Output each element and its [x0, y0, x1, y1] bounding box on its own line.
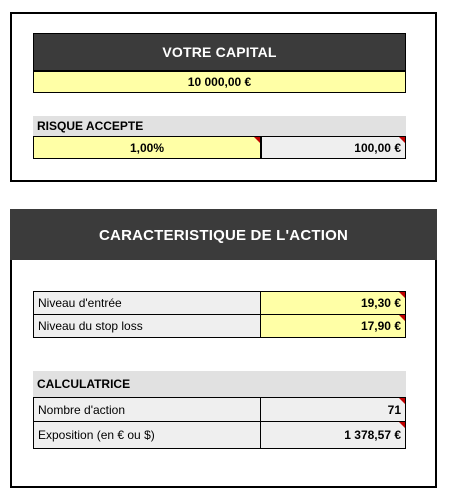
- capital-title-text: VOTRE CAPITAL: [162, 44, 277, 60]
- share-count-cell: [260, 397, 406, 422]
- risk-percent: 1,00%: [129, 140, 165, 155]
- comment-flag-icon: [399, 137, 405, 143]
- comment-flag-icon: [399, 398, 405, 404]
- entry-level-label: Niveau d'entrée: [38, 296, 122, 310]
- share-count-label-cell: [33, 397, 261, 422]
- exposure-value: 1 378,57 €: [344, 428, 401, 442]
- comment-flag-icon: [399, 422, 405, 428]
- entry-level-input[interactable]: [260, 291, 406, 315]
- action-title: CARACTERISTIQUE DE L'ACTION: [99, 227, 348, 244]
- entry-level-label-cell: [33, 291, 261, 315]
- stop-loss-value: 17,90 €: [360, 319, 401, 333]
- share-count-value: 71: [387, 402, 401, 417]
- stop-loss-label-cell: [33, 314, 261, 338]
- comment-flag-icon: [254, 137, 260, 143]
- comment-flag-icon: [399, 292, 405, 298]
- entry-level-value: 19,30 €: [360, 296, 401, 310]
- capital-amount: 10 000,00 €: [187, 75, 252, 89]
- capital-title: [33, 33, 406, 71]
- action-header: [10, 209, 437, 262]
- risk-amount-cell: [261, 136, 406, 159]
- stop-loss-input[interactable]: [260, 314, 406, 338]
- exposure-label-cell: [33, 421, 261, 449]
- capital-amount-cell[interactable]: [33, 71, 406, 93]
- risk-amount: 100,00 €: [354, 140, 401, 155]
- risk-percent-cell[interactable]: [33, 136, 261, 159]
- comment-flag-icon: [399, 315, 405, 321]
- risk-section-label: [33, 116, 406, 136]
- share-count-label: Nombre d'action: [38, 402, 125, 417]
- exposure-cell: [260, 421, 406, 449]
- calculator-section-label: [33, 371, 406, 397]
- stop-loss-label: Niveau du stop loss: [38, 319, 143, 333]
- calculator-label-text: CALCULATRICE: [37, 377, 131, 391]
- exposure-label: Exposition (en € ou $): [38, 428, 155, 442]
- risk-label-text: RISQUE ACCEPTE: [37, 119, 144, 133]
